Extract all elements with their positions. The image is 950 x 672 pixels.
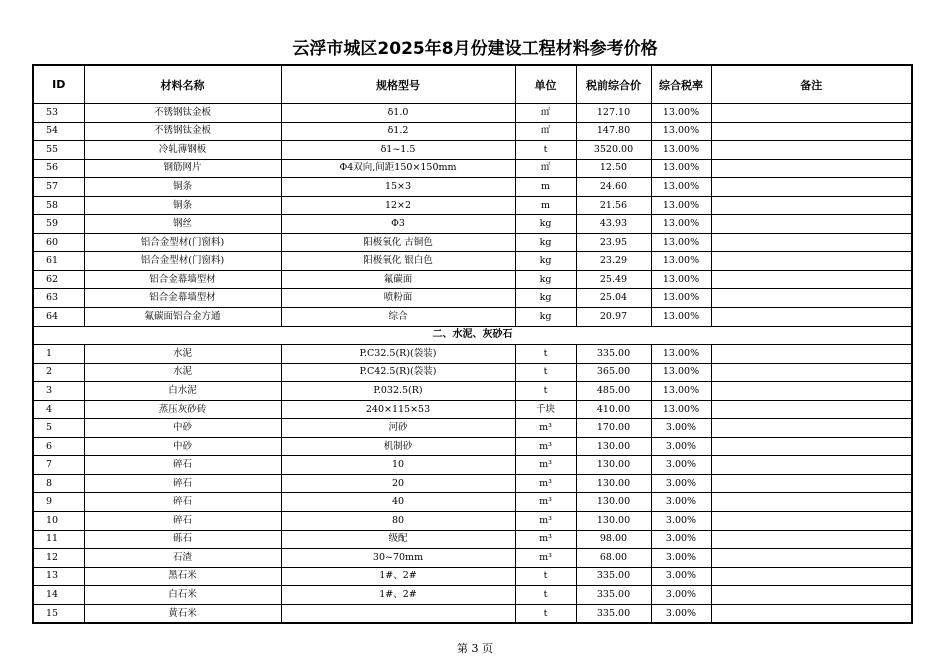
cell-note xyxy=(711,567,912,586)
table-row xyxy=(33,104,912,123)
cell-id: 9 xyxy=(33,493,84,512)
cell-id: 61 xyxy=(33,252,84,271)
cell-note xyxy=(711,252,912,271)
cell-name: 氟碳面铝合金方通 xyxy=(84,308,281,327)
section-row xyxy=(33,326,912,345)
cell-name: 碎石 xyxy=(84,456,281,475)
cell-spec xyxy=(281,604,515,623)
cell-rate: 3.00% xyxy=(651,530,711,549)
cell-id: 8 xyxy=(33,474,84,493)
cell-rate: 13.00% xyxy=(651,252,711,271)
table-row xyxy=(33,419,912,438)
cell-price: 25.04 xyxy=(576,289,651,308)
cell-price: 43.93 xyxy=(576,215,651,234)
cell-price: 23.95 xyxy=(576,233,651,252)
table-row xyxy=(33,493,912,512)
cell-name: 中砂 xyxy=(84,419,281,438)
cell-spec: Φ4双向,间距150×150mm xyxy=(281,159,515,178)
cell-unit: t xyxy=(515,345,576,364)
cell-price: 24.60 xyxy=(576,178,651,197)
cell-rate: 3.00% xyxy=(651,493,711,512)
price-table xyxy=(32,64,913,624)
table-row xyxy=(33,567,912,586)
cell-unit: t xyxy=(515,363,576,382)
cell-price: 21.56 xyxy=(576,196,651,215)
cell-id: 60 xyxy=(33,233,84,252)
cell-rate: 13.00% xyxy=(651,345,711,364)
cell-price: 170.00 xyxy=(576,419,651,438)
cell-note xyxy=(711,178,912,197)
cell-note xyxy=(711,549,912,568)
table-row xyxy=(33,159,912,178)
cell-rate: 3.00% xyxy=(651,586,711,605)
cell-unit: m³ xyxy=(515,530,576,549)
cell-spec: 喷粉面 xyxy=(281,289,515,308)
table-row xyxy=(33,215,912,234)
table-row xyxy=(33,530,912,549)
cell-note xyxy=(711,493,912,512)
cell-name: 铝合金幕墙型材 xyxy=(84,289,281,308)
cell-unit: ㎡ xyxy=(515,122,576,141)
cell-name: 不锈钢钛金板 xyxy=(84,122,281,141)
table-row xyxy=(33,178,912,197)
col-header-name: 材料名称 xyxy=(84,65,281,104)
cell-spec: δ1~1.5 xyxy=(281,141,515,160)
cell-name: 水泥 xyxy=(84,363,281,382)
cell-unit: kg xyxy=(515,233,576,252)
cell-name: 石渣 xyxy=(84,549,281,568)
cell-rate: 13.00% xyxy=(651,215,711,234)
cell-unit: m xyxy=(515,178,576,197)
page-number: 第 3 页 xyxy=(457,642,493,655)
header-row xyxy=(33,65,912,104)
cell-unit: m³ xyxy=(515,437,576,456)
cell-name: 白水泥 xyxy=(84,382,281,401)
cell-name: 铜条 xyxy=(84,178,281,197)
cell-name: 钢丝 xyxy=(84,215,281,234)
cell-spec: 1#、2# xyxy=(281,567,515,586)
cell-note xyxy=(711,215,912,234)
cell-unit: t xyxy=(515,382,576,401)
cell-rate: 13.00% xyxy=(651,308,711,327)
table-row xyxy=(33,400,912,419)
cell-spec: 阳极氧化 银白色 xyxy=(281,252,515,271)
table-row xyxy=(33,345,912,364)
cell-id: 55 xyxy=(33,141,84,160)
cell-note xyxy=(711,196,912,215)
cell-price: 335.00 xyxy=(576,345,651,364)
cell-id: 53 xyxy=(33,104,84,123)
cell-name: 水泥 xyxy=(84,345,281,364)
cell-name: 黄石米 xyxy=(84,604,281,623)
cell-unit: kg xyxy=(515,289,576,308)
cell-note xyxy=(711,363,912,382)
cell-rate: 13.00% xyxy=(651,122,711,141)
cell-unit: kg xyxy=(515,270,576,289)
cell-unit: ㎡ xyxy=(515,159,576,178)
cell-unit: m³ xyxy=(515,474,576,493)
cell-rate: 3.00% xyxy=(651,474,711,493)
col-header-id: ID xyxy=(33,65,84,104)
table-row xyxy=(33,363,912,382)
cell-note xyxy=(711,530,912,549)
cell-spec: 240×115×53 xyxy=(281,400,515,419)
table-row xyxy=(33,270,912,289)
cell-name: 碎石 xyxy=(84,474,281,493)
cell-unit: t xyxy=(515,141,576,160)
cell-spec: 12×2 xyxy=(281,196,515,215)
cell-spec: 河砂 xyxy=(281,419,515,438)
cell-rate: 3.00% xyxy=(651,604,711,623)
cell-note xyxy=(711,382,912,401)
cell-rate: 13.00% xyxy=(651,233,711,252)
cell-id: 12 xyxy=(33,549,84,568)
cell-spec: 机制砂 xyxy=(281,437,515,456)
cell-name: 铝合金型材(门窗料) xyxy=(84,233,281,252)
col-header-note: 备注 xyxy=(711,65,912,104)
cell-unit: kg xyxy=(515,308,576,327)
cell-spec: 10 xyxy=(281,456,515,475)
table-row xyxy=(33,586,912,605)
cell-spec: 40 xyxy=(281,493,515,512)
cell-name: 铝合金幕墙型材 xyxy=(84,270,281,289)
cell-note xyxy=(711,270,912,289)
cell-id: 5 xyxy=(33,419,84,438)
cell-price: 130.00 xyxy=(576,456,651,475)
table-row xyxy=(33,604,912,623)
cell-unit: ㎡ xyxy=(515,104,576,123)
cell-id: 54 xyxy=(33,122,84,141)
cell-note xyxy=(711,456,912,475)
cell-unit: m³ xyxy=(515,549,576,568)
cell-price: 485.00 xyxy=(576,382,651,401)
cell-unit: t xyxy=(515,586,576,605)
table-row xyxy=(33,512,912,531)
cell-id: 6 xyxy=(33,437,84,456)
cell-unit: kg xyxy=(515,215,576,234)
page-title: 云浮市城区2025年8月份建设工程材料参考价格 xyxy=(292,39,658,59)
cell-id: 63 xyxy=(33,289,84,308)
col-header-price: 税前综合价 xyxy=(576,65,651,104)
cell-spec: 30~70mm xyxy=(281,549,515,568)
cell-price: 127.10 xyxy=(576,104,651,123)
cell-price: 20.97 xyxy=(576,308,651,327)
cell-unit: kg xyxy=(515,252,576,271)
col-header-rate: 综合税率 xyxy=(651,65,711,104)
cell-spec: 级配 xyxy=(281,530,515,549)
cell-spec: P.032.5(R) xyxy=(281,382,515,401)
cell-price: 335.00 xyxy=(576,567,651,586)
cell-name: 白石米 xyxy=(84,586,281,605)
cell-unit: t xyxy=(515,604,576,623)
cell-spec: δ1.2 xyxy=(281,122,515,141)
cell-unit: m³ xyxy=(515,456,576,475)
cell-name: 碎石 xyxy=(84,512,281,531)
cell-name: 铝合金型材(门窗料) xyxy=(84,252,281,271)
cell-rate: 3.00% xyxy=(651,437,711,456)
cell-note xyxy=(711,474,912,493)
cell-unit: m³ xyxy=(515,419,576,438)
cell-rate: 13.00% xyxy=(651,104,711,123)
table-row xyxy=(33,382,912,401)
cell-rate: 13.00% xyxy=(651,159,711,178)
cell-price: 410.00 xyxy=(576,400,651,419)
table-row xyxy=(33,456,912,475)
cell-spec: P.C32.5(R)(袋装) xyxy=(281,345,515,364)
cell-id: 7 xyxy=(33,456,84,475)
cell-name: 铜条 xyxy=(84,196,281,215)
cell-rate: 3.00% xyxy=(651,567,711,586)
cell-name: 黑石米 xyxy=(84,567,281,586)
cell-note xyxy=(711,122,912,141)
table-row xyxy=(33,289,912,308)
cell-unit: m³ xyxy=(515,493,576,512)
cell-price: 130.00 xyxy=(576,512,651,531)
cell-price: 98.00 xyxy=(576,530,651,549)
cell-price: 130.00 xyxy=(576,474,651,493)
table-row xyxy=(33,308,912,327)
table-row xyxy=(33,122,912,141)
table-row xyxy=(33,233,912,252)
cell-note xyxy=(711,104,912,123)
cell-spec: 综合 xyxy=(281,308,515,327)
table-row xyxy=(33,437,912,456)
cell-rate: 3.00% xyxy=(651,512,711,531)
cell-id: 13 xyxy=(33,567,84,586)
cell-spec: P.C42.5(R)(袋装) xyxy=(281,363,515,382)
cell-price: 335.00 xyxy=(576,586,651,605)
cell-unit: m xyxy=(515,196,576,215)
cell-id: 11 xyxy=(33,530,84,549)
cell-note xyxy=(711,345,912,364)
cell-note xyxy=(711,233,912,252)
cell-name: 钢筋网片 xyxy=(84,159,281,178)
cell-spec: 1#、2# xyxy=(281,586,515,605)
cell-id: 10 xyxy=(33,512,84,531)
cell-spec: 阳极氧化 古铜色 xyxy=(281,233,515,252)
cell-spec: Φ3 xyxy=(281,215,515,234)
cell-price: 130.00 xyxy=(576,493,651,512)
cell-rate: 13.00% xyxy=(651,400,711,419)
cell-rate: 13.00% xyxy=(651,196,711,215)
cell-note xyxy=(711,437,912,456)
cell-id: 3 xyxy=(33,382,84,401)
cell-rate: 3.00% xyxy=(651,419,711,438)
cell-note xyxy=(711,159,912,178)
cell-rate: 13.00% xyxy=(651,363,711,382)
table-row xyxy=(33,549,912,568)
cell-id: 59 xyxy=(33,215,84,234)
cell-note xyxy=(711,512,912,531)
cell-price: 25.49 xyxy=(576,270,651,289)
cell-name: 蒸压灰砂砖 xyxy=(84,400,281,419)
cell-name: 砾石 xyxy=(84,530,281,549)
cell-rate: 13.00% xyxy=(651,382,711,401)
cell-price: 12.50 xyxy=(576,159,651,178)
section-heading: 二、水泥、灰砂石 xyxy=(33,326,912,345)
cell-note xyxy=(711,604,912,623)
cell-note xyxy=(711,141,912,160)
cell-spec: 15×3 xyxy=(281,178,515,197)
cell-id: 56 xyxy=(33,159,84,178)
table-row xyxy=(33,474,912,493)
cell-rate: 13.00% xyxy=(651,141,711,160)
cell-rate: 13.00% xyxy=(651,178,711,197)
cell-price: 3520.00 xyxy=(576,141,651,160)
cell-id: 58 xyxy=(33,196,84,215)
cell-name: 冷轧薄钢板 xyxy=(84,141,281,160)
cell-price: 23.29 xyxy=(576,252,651,271)
cell-name: 碎石 xyxy=(84,493,281,512)
cell-price: 68.00 xyxy=(576,549,651,568)
cell-id: 14 xyxy=(33,586,84,605)
cell-price: 130.00 xyxy=(576,437,651,456)
cell-spec: 氟碳面 xyxy=(281,270,515,289)
cell-rate: 13.00% xyxy=(651,289,711,308)
cell-name: 不锈钢钛金板 xyxy=(84,104,281,123)
cell-id: 57 xyxy=(33,178,84,197)
table-row xyxy=(33,196,912,215)
cell-id: 1 xyxy=(33,345,84,364)
cell-rate: 3.00% xyxy=(651,549,711,568)
cell-name: 中砂 xyxy=(84,437,281,456)
cell-id: 62 xyxy=(33,270,84,289)
cell-id: 64 xyxy=(33,308,84,327)
cell-rate: 13.00% xyxy=(651,270,711,289)
cell-note xyxy=(711,419,912,438)
cell-note xyxy=(711,289,912,308)
table-row xyxy=(33,252,912,271)
cell-id: 15 xyxy=(33,604,84,623)
cell-note xyxy=(711,586,912,605)
cell-rate: 3.00% xyxy=(651,456,711,475)
table-row xyxy=(33,141,912,160)
cell-unit: t xyxy=(515,567,576,586)
col-header-unit: 单位 xyxy=(515,65,576,104)
cell-unit: 千块 xyxy=(515,400,576,419)
table-body xyxy=(33,104,912,624)
cell-spec: 20 xyxy=(281,474,515,493)
cell-spec: 80 xyxy=(281,512,515,531)
col-header-spec: 规格型号 xyxy=(281,65,515,104)
cell-price: 335.00 xyxy=(576,604,651,623)
cell-spec: δ1.0 xyxy=(281,104,515,123)
cell-price: 365.00 xyxy=(576,363,651,382)
cell-note xyxy=(711,308,912,327)
cell-price: 147.80 xyxy=(576,122,651,141)
cell-id: 2 xyxy=(33,363,84,382)
cell-id: 4 xyxy=(33,400,84,419)
cell-note xyxy=(711,400,912,419)
cell-unit: m³ xyxy=(515,512,576,531)
